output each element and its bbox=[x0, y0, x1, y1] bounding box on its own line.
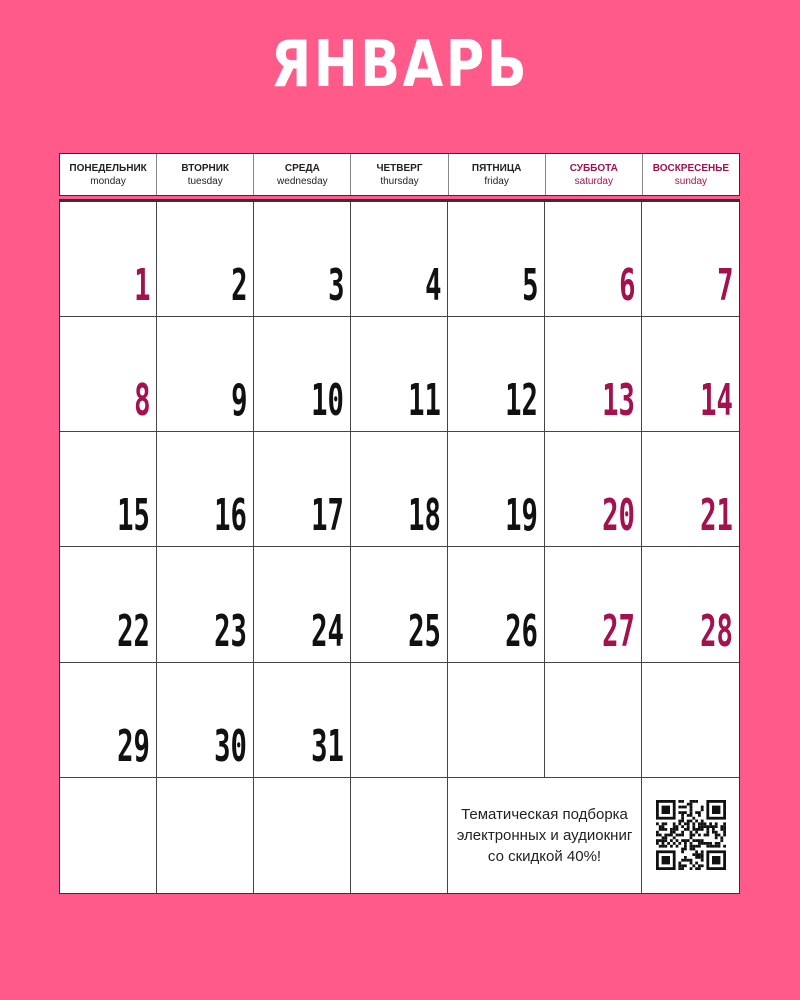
weekday-en-label: sunday bbox=[674, 175, 708, 187]
weekday-ru-label: ЧЕТВЕРГ bbox=[376, 162, 423, 174]
day-number: 17 bbox=[311, 490, 344, 542]
day-number: 22 bbox=[117, 605, 150, 657]
promo-line: со скидкой 40%! bbox=[487, 847, 602, 865]
day-number: 29 bbox=[117, 720, 150, 772]
empty-day-cell bbox=[351, 778, 448, 893]
day-cell bbox=[642, 202, 739, 317]
day-cell bbox=[545, 317, 642, 432]
day-number: 5 bbox=[521, 260, 538, 312]
day-cell bbox=[157, 432, 254, 547]
day-cell bbox=[448, 202, 545, 317]
weekday-en-label: thursday bbox=[380, 175, 419, 187]
day-number: 10 bbox=[311, 375, 344, 427]
day-number: 9 bbox=[230, 375, 247, 427]
qr-code-cell[interactable] bbox=[642, 778, 739, 893]
day-cell bbox=[60, 432, 157, 547]
weekday-ru-label: ПЯТНИЦА bbox=[471, 162, 522, 174]
weekday-header bbox=[59, 153, 740, 196]
day-number: 25 bbox=[408, 605, 441, 657]
day-number: 14 bbox=[700, 375, 733, 427]
day-number: 20 bbox=[602, 490, 635, 542]
day-number: 8 bbox=[133, 375, 150, 427]
day-cell bbox=[254, 663, 351, 778]
day-number: 27 bbox=[602, 605, 635, 657]
weekday-ru-label: ВТОРНИК bbox=[181, 162, 230, 174]
weekday-friday bbox=[449, 154, 546, 195]
day-cell bbox=[545, 432, 642, 547]
weekday-ru-label: ПОНЕДЕЛЬНИК bbox=[69, 162, 147, 174]
month-title: ЯНВАРЬ bbox=[270, 28, 530, 102]
day-number: 7 bbox=[716, 260, 733, 312]
day-number: 1 bbox=[133, 260, 150, 312]
day-number: 4 bbox=[424, 260, 441, 312]
day-cell bbox=[642, 547, 739, 662]
day-number: 3 bbox=[327, 260, 344, 312]
day-cell bbox=[351, 317, 448, 432]
day-number: 13 bbox=[602, 375, 635, 427]
day-cell bbox=[157, 547, 254, 662]
day-number: 19 bbox=[505, 490, 538, 542]
day-number: 16 bbox=[214, 490, 247, 542]
empty-day-cell bbox=[60, 778, 157, 893]
day-number: 31 bbox=[311, 720, 344, 772]
day-cell bbox=[545, 202, 642, 317]
day-cell bbox=[157, 317, 254, 432]
empty-day-cell bbox=[351, 663, 448, 778]
day-cell bbox=[545, 547, 642, 662]
day-cell bbox=[448, 547, 545, 662]
promo-line: электронных и аудиокниг bbox=[456, 826, 633, 844]
day-number: 2 bbox=[230, 260, 247, 312]
day-cell bbox=[642, 317, 739, 432]
empty-day-cell bbox=[545, 663, 642, 778]
day-number: 15 bbox=[117, 490, 150, 542]
weekday-tuesday bbox=[157, 154, 254, 195]
weekday-ru-label: СРЕДА bbox=[284, 162, 320, 174]
day-cell bbox=[351, 547, 448, 662]
weekday-wednesday bbox=[254, 154, 351, 195]
empty-day-cell bbox=[642, 663, 739, 778]
qr-code-icon[interactable] bbox=[656, 800, 726, 870]
empty-day-cell bbox=[157, 778, 254, 893]
weekday-saturday bbox=[546, 154, 643, 195]
weekday-monday bbox=[60, 154, 157, 195]
day-cell bbox=[642, 432, 739, 547]
day-number: 11 bbox=[408, 375, 441, 427]
weekday-en-label: saturday bbox=[574, 175, 613, 187]
day-number: 18 bbox=[408, 490, 441, 542]
day-cell bbox=[254, 547, 351, 662]
day-cell bbox=[60, 317, 157, 432]
weekday-sunday bbox=[643, 154, 739, 195]
day-number: 21 bbox=[700, 490, 733, 542]
promo-text-block bbox=[448, 778, 642, 893]
empty-day-cell bbox=[448, 663, 545, 778]
weekday-thursday bbox=[351, 154, 448, 195]
weekday-en-label: tuesday bbox=[187, 175, 223, 187]
day-number: 23 bbox=[214, 605, 247, 657]
day-cell bbox=[254, 202, 351, 317]
day-cell bbox=[60, 547, 157, 662]
weekday-en-label: monday bbox=[90, 175, 126, 187]
calendar-grid bbox=[59, 199, 740, 894]
day-cell bbox=[351, 202, 448, 317]
day-cell bbox=[351, 432, 448, 547]
day-cell bbox=[157, 202, 254, 317]
day-cell bbox=[254, 432, 351, 547]
day-number: 6 bbox=[618, 260, 635, 312]
day-cell bbox=[254, 317, 351, 432]
weekday-ru-label: СУББОТА bbox=[569, 162, 618, 174]
promo-line: Тематическая подборка bbox=[461, 805, 628, 823]
day-number: 24 bbox=[311, 605, 344, 657]
weekday-en-label: friday bbox=[484, 175, 509, 187]
day-cell bbox=[448, 432, 545, 547]
day-cell bbox=[60, 663, 157, 778]
weekday-en-label: wednesday bbox=[277, 175, 328, 187]
day-cell bbox=[157, 663, 254, 778]
day-number: 30 bbox=[214, 720, 247, 772]
day-number: 28 bbox=[700, 605, 733, 657]
day-number: 26 bbox=[505, 605, 538, 657]
empty-day-cell bbox=[254, 778, 351, 893]
day-number: 12 bbox=[505, 375, 538, 427]
weekday-ru-label: ВОСКРЕСЕНЬЕ bbox=[652, 162, 730, 174]
day-cell bbox=[448, 317, 545, 432]
day-cell bbox=[60, 202, 157, 317]
